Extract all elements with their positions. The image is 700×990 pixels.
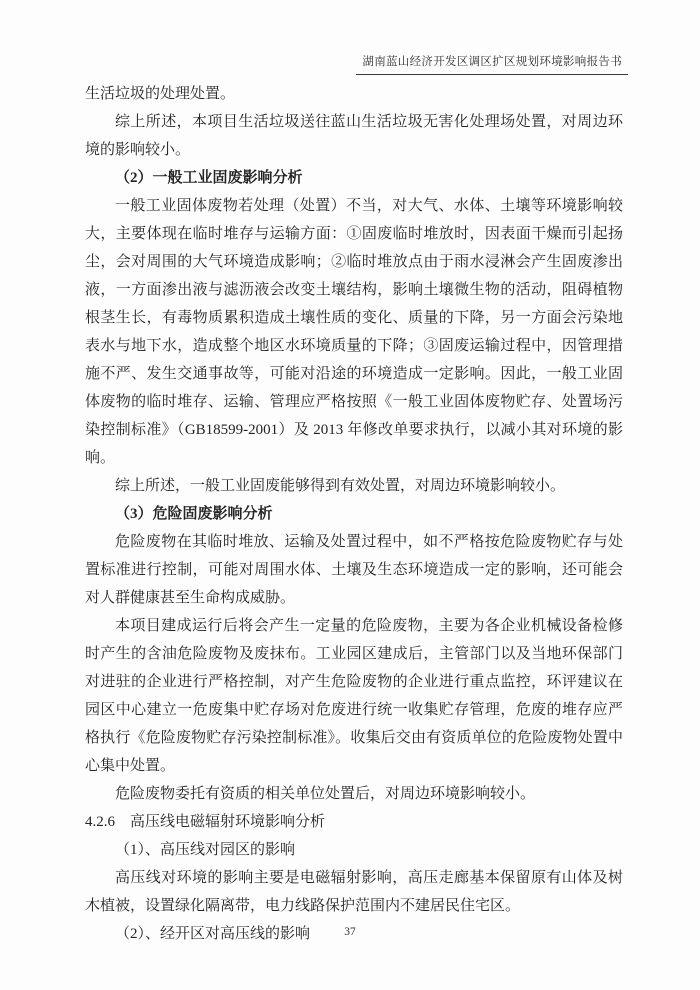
page-number: 37 (344, 926, 356, 938)
paragraph-industrial-waste-summary: 综上所述，一般工业固废能够得到有效处置，对周边环境影响较小。 (115, 478, 566, 494)
heading-hazardous-waste-analysis: （3）危险固废影响分析 (115, 506, 273, 522)
heading-industrial-solid-waste-analysis: （2）一般工业固废影响分析 (115, 170, 303, 186)
subheading-powerline-impact-on-park: （1）、高压线对园区的影响 (115, 842, 296, 858)
heading-section-4-2-6-emf-analysis: 4.2.6 高压线电磁辐射环境影响分析 (85, 814, 326, 830)
paragraph-domestic-waste-summary: 综上所述，本项目生活垃圾送往蓝山生活垃圾无害化处理场处置，对周边环境的影响较小。 (85, 114, 623, 158)
paragraph-industrial-solid-waste-impacts: 一般工业固体废物若处理（处置）不当，对大气、水体、土壤等环境影响较大，主要体现在临时堆存与运输方面：①固废临时堆放时，因表面干燥而引起扬尘，会对周围的大气环境造成影响；②临时堆放点由于雨水浸淋会产生固废渗出液，一方面渗出液与滤沥液会改变土壤结构，影响土壤微生物的活动，阻碍植物根茎生长，有毒物质累积造成土壤性质的变化、质量的下降，另一方面会污染地表水与地下水，造成整个地区水环境质量的下降；③固废运输过程中，因管理措施不严、发生交通事故等，可能对沿途的环境造成一定影响。因此，一般工业固体废物的临时堆存、运输、管理应严格按照《一般工业固体废物贮存、处置场污染控制标准》（GB18599-2001）及 2013 年修改单要求执行，以减小其对环境的影响。 (85, 198, 623, 466)
document-body (85, 80, 623, 948)
running-header: 湖南蓝山经济开发区调区扩区规划环境影响报告书 (356, 54, 628, 75)
subheading-park-impact-on-powerline: （2）、经开区对高压线的影响 (115, 926, 311, 942)
paragraph-hazardous-waste-management: 本项目建成运行后将会产生一定量的危险废物，主要为各企业机械设备检修时产生的含油危险废物及废抹布。工业园区建成后，主管部门以及当地环保部门对进驻的企业进行严格控制，对产生危险废物的企业进行重点监控，环评建议在园区中心建立一危废集中贮存场对危废进行统一收集贮存管理，危废的堆存应严格执行《危险废物贮存污染控制标准》。收集后交由有资质单位的危险废物处置中心集中处置。 (85, 618, 623, 774)
paragraph-powerline-emf-impact: 高压线对环境的影响主要是电磁辐射影响，高压走廊基本保留原有山体及树木植被，设置绿化隔离带，电力线路保护范围内不建居民住宅区。 (85, 870, 623, 914)
paragraph-hazardous-waste-risks: 危险废物在其临时堆放、运输及处置过程中，如不严格按危险废物贮存与处置标准进行控制，可能对周围水体、土壤及生态环境造成一定的影响，还可能会对人群健康甚至生命构成威胁。 (85, 534, 623, 606)
paragraph-hazardous-waste-summary: 危险废物委托有资质的相关单位处置后，对周边环境影响较小。 (115, 786, 536, 802)
paragraph-waste-disposal-continuation: 生活垃圾的处理处置。 (85, 86, 236, 102)
